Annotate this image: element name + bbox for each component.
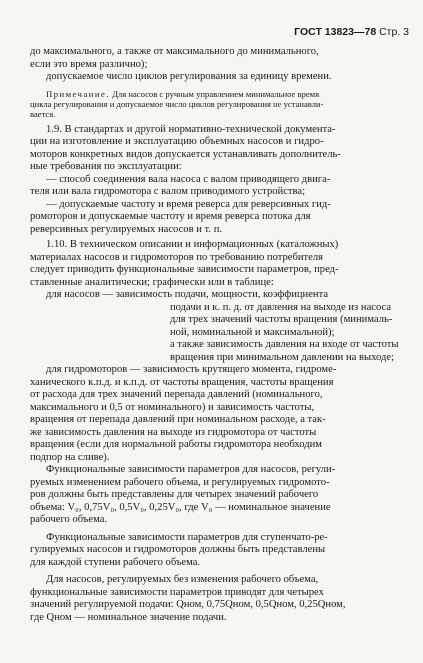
text-line: если это время различно); — [30, 58, 148, 70]
functional-dependencies — [30, 464, 410, 527]
pumps-requirements — [30, 289, 410, 364]
text-line: Функциональные зависимости параметров для насосов, регули- — [46, 464, 336, 475]
text-line: гулируемых насосов и гидромоторов должны быть представлены — [30, 544, 326, 555]
text-line: ные требования по эксплуатации: — [30, 161, 182, 172]
note — [30, 89, 410, 119]
text-line: ставленные аналитически; графически или в таблице: — [30, 276, 274, 288]
text-line: ромоторов и допускаемые частоту и время реверса потока для — [30, 211, 311, 222]
text-line: рабочего объема. — [30, 514, 108, 525]
text-line: подпор на сливе). — [30, 451, 110, 463]
text-line: ции на изготовление и эксплуатацию объемных насосов и гидро- — [30, 136, 324, 147]
standard-number: ГОСТ 13823—78 — [294, 26, 377, 38]
text-line: теля или вала гидромотора с валом приводимого устройства; — [30, 186, 306, 197]
text-line: руемых изменением рабочего объема, и регулируемых гидромото- — [30, 476, 330, 488]
page-header — [294, 26, 409, 39]
text-line: до максимального, а также от максимального до минимального, — [30, 46, 319, 57]
text-line: от расхода для трех значений перепада давлений (номинального, — [30, 389, 323, 400]
note-line: вается. — [30, 108, 56, 119]
page-number: Стр. 3 — [379, 26, 409, 38]
text-line: вращения при минимальном давлении на выходе; — [170, 351, 395, 363]
note-label: Примечание. — [46, 88, 110, 99]
text-line: следует приводить функциональные зависимости параметров, пред- — [30, 264, 339, 275]
paragraph-continuation — [30, 46, 410, 84]
section-1-9 — [30, 124, 410, 237]
text-line: — допускаемые частоту и время реверса для реверсивных гид- — [46, 198, 331, 210]
text-line: реверсивных регулируемых насосов и т. п. — [30, 223, 223, 235]
text-line: допускаемое число циклов регулирования за единицу времени. — [46, 71, 332, 82]
text-line: 1.10. В техническом описании и информационных (каталожных) — [46, 239, 339, 250]
text-line: а также зависимость давления на входе от частоты — [170, 339, 399, 350]
stepped-regulation — [30, 532, 410, 570]
text-line: вращения (если для нормальной работы гидромотора необходим — [30, 439, 322, 450]
text-line: максимального и 0,5 от номинального) и зависимость частоты, — [30, 401, 315, 413]
section-1-10 — [30, 239, 410, 289]
text-line: для каждой ступени рабочего объема. — [30, 556, 201, 568]
text-line: где Qном — номинальное значение подачи. — [30, 611, 227, 623]
text-line: 1.9. В стандартах и другой нормативно-технической документа- — [46, 123, 336, 135]
text-line: ной, номинальной и максимальной); — [170, 326, 335, 338]
text-line: ханического к.п.д. и к.п.д. от частоты вращения, частоты вращения — [30, 376, 334, 388]
text-line: для насосов — зависимость подачи, мощности, коэффициента — [46, 289, 329, 300]
text-line: подачи и к. п. д. от давления на выходе из насоса — [170, 301, 392, 313]
text-line: моторов конкретных видов допускается устанавливать дополнитель- — [30, 148, 341, 160]
note-line: Для насосов с ручным управлением минимальное время — [112, 88, 320, 99]
document-body — [30, 46, 410, 624]
text-line: для трех значений частоты вращения (минималь- — [170, 314, 393, 325]
unregulated-volume — [30, 574, 410, 624]
text-line: Для насосов, регулируемых без изменения рабочего объема, — [46, 574, 319, 585]
text-line: функциональные зависимости параметров приводят для четырех — [30, 586, 324, 598]
text-line: значений регулируемой подачи: Qном, 0,75Qном, 0,5Qном, 0,25Qном, — [30, 599, 346, 610]
text-line: вращения от перепада давлений при номинальном расходе, а так- — [30, 414, 326, 425]
text-line: же зависимость давления на выходе из гидромотора от частоты — [30, 426, 317, 438]
text-line: объема: V₀, 0,75V₀, 0,5V₀, 0,25V₀, где V₀ — номинальное значение — [30, 501, 331, 513]
motors-requirements — [30, 364, 410, 464]
text-line: — способ соединения вала насоса с валом приводящего двига- — [46, 173, 331, 185]
note-line: цикла регулирования и допускаемое число циклов регулирования не устанавли- — [30, 98, 324, 109]
text-line: Функциональные зависимости параметров для ступенчато-ре- — [46, 531, 328, 543]
text-line: ров должны быть представлены для четырех значений рабочего — [30, 489, 319, 500]
text-line: для гидромоторов — зависимость крутящего момента, гидроме- — [46, 364, 337, 375]
text-line: материалах насосов и гидромоторов по требованию потребителя — [30, 251, 324, 263]
